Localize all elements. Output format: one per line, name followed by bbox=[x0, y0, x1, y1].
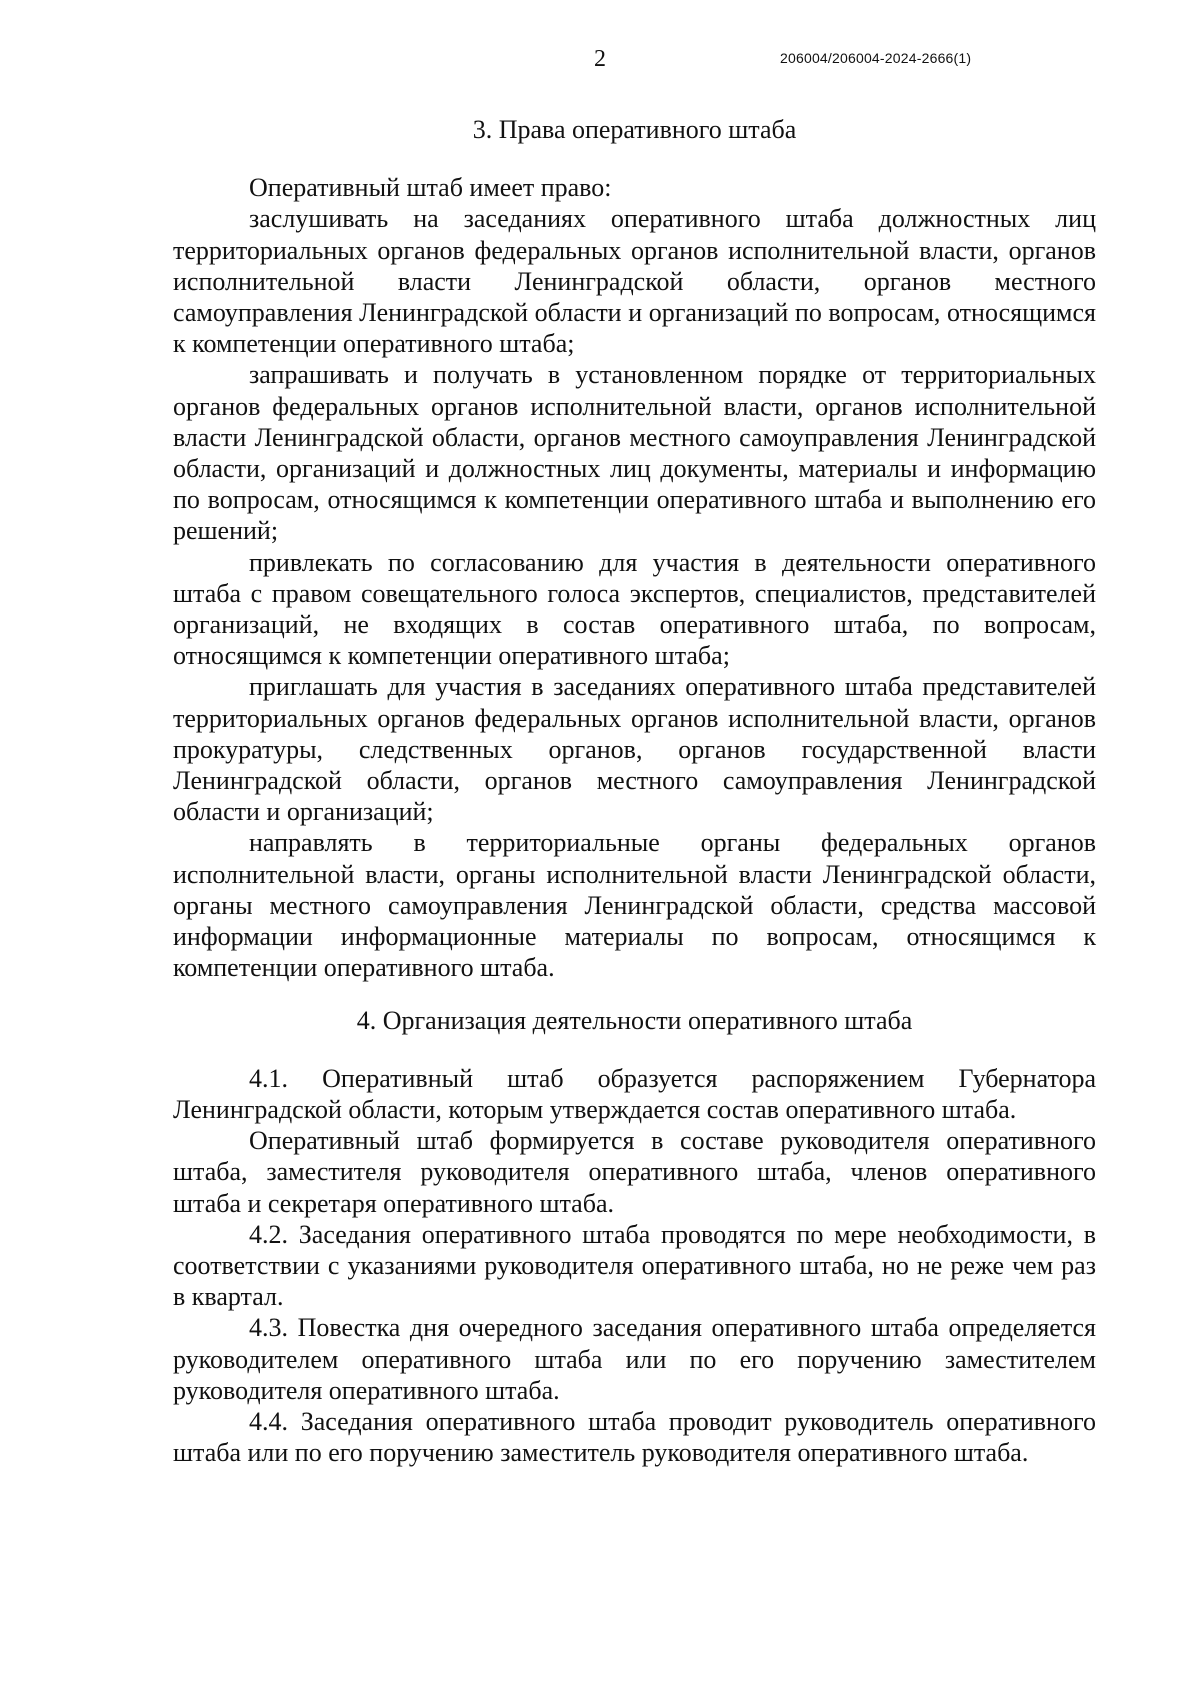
section-4-paragraph: 4.1. Оперативный штаб образуется распоряжением Губернатора Ленинградской области, которым утверждается состав оперативного штаба. bbox=[173, 1063, 1096, 1124]
section-3-item: заслушивать на заседаниях оперативного штаба должностных лиц территориальных органов федеральных органов исполнительной власти, органов исполнительной власти Ленинградской области, органов местного самоуправления Ленинградской области и организаций по вопросам, относящимся к компетенции оперативного штаба; bbox=[173, 204, 1096, 359]
section-3-item: направлять в территориальные органы федеральных органов исполнительной власти, органы исполнительной власти Ленинградской области, органы местного самоуправления Ленинградской области, средства массовой информации информационные материалы по вопросам, относящимся к компетенции оперативного штаба. bbox=[173, 828, 1096, 983]
page-number: 2 bbox=[594, 46, 606, 72]
section-4-paragraph: 4.3. Повестка дня очередного заседания оперативного штаба определяется руководителем оперативного штаба или по его поручению заместителем руководителя оперативного штаба. bbox=[173, 1313, 1096, 1405]
section-3-title: 3. Права оперативного штаба bbox=[472, 115, 797, 144]
section-4-paragraph: 4.4. Заседания оперативного штаба проводит руководитель оперативного штаба или по его поручению заместитель руководителя оперативного штаба. bbox=[173, 1406, 1096, 1468]
document-body bbox=[173, 114, 1096, 1468]
section-3-intro: Оперативный штаб имеет право: bbox=[249, 173, 612, 203]
section-4-paragraph: Оперативный штаб формируется в составе руководителя оперативного штаба, заместителя руководителя оперативного штаба, членов оперативного штаба и секретаря оперативного штаба. bbox=[173, 1126, 1096, 1218]
section-4-paragraph: 4.2. Заседания оперативного штаба проводятся по мере необходимости, в соответствии с указаниями руководителя оперативного штаба, но не реже чем раз в квартал. bbox=[173, 1219, 1096, 1312]
section-3-item: привлекать по согласованию для участия в деятельности оперативного штаба с правом совещательного голоса экспертов, специалистов, представителей организаций, не входящих в состав оперативного штаба, по вопросам, относящимся к компетенции оперативного штаба; bbox=[173, 547, 1096, 671]
section-4-title: 4. Организация деятельности оперативного штаба bbox=[356, 1006, 913, 1036]
section-3-item: приглашать для участия в заседаниях оперативного штаба представителей территориальных органов федеральных органов исполнительной власти, органов прокуратуры, следственных органов, органов государственной власти Ленинградской области, органов местного самоуправления Ленинградской области и организаций; bbox=[173, 672, 1096, 827]
section-3-item: запрашивать и получать в установленном порядке от территориальных органов федеральных органов исполнительной власти, органов исполнительной власти Ленинградской области, органов местного самоуправления Ленинградской области, организаций и должностных лиц документы, материалы и информацию по вопросам, относящимся к компетенции оперативного штаба и выполнению его решений; bbox=[173, 360, 1096, 546]
document-id: 206004/206004-2024-2666(1) bbox=[780, 50, 972, 66]
